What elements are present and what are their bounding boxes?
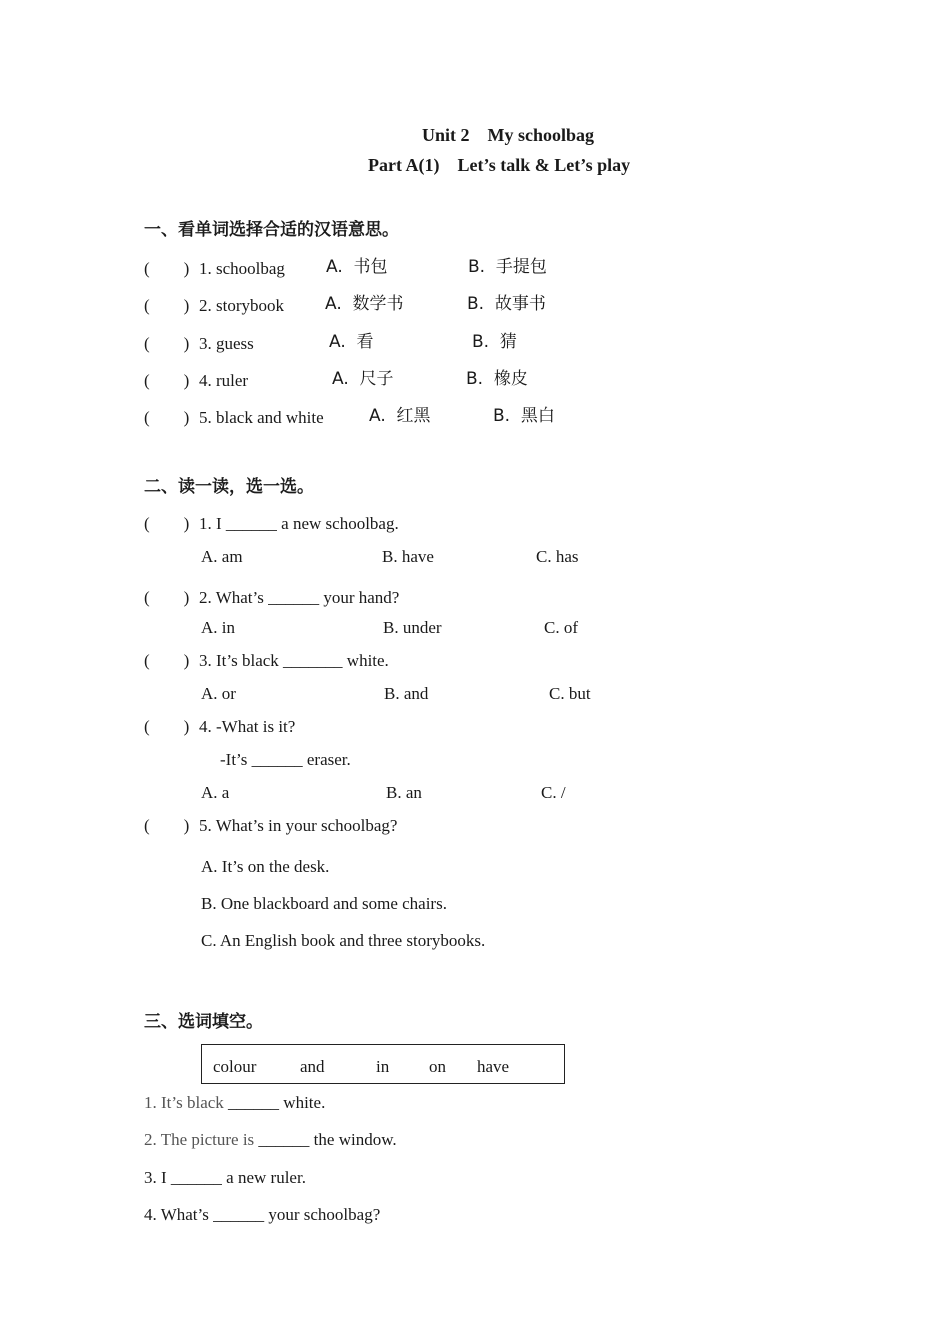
s1-q1-paren: ( ): [144, 259, 190, 278]
s2-q3-option-c: C. but: [549, 684, 591, 703]
s1-q4-paren: ( ): [144, 371, 190, 390]
word-bank-and: and: [300, 1057, 325, 1076]
s2-q1-option-c: C. has: [536, 547, 579, 566]
s2-q2-option-a: A. in: [201, 618, 235, 637]
s1-q3-paren: ( ): [144, 334, 190, 353]
s1-q2-question: 2. storybook: [199, 296, 284, 315]
s2-q3-option-b: B. and: [384, 684, 429, 703]
unit-title: Unit 2 My schoolbag: [422, 125, 595, 145]
s3-s4-blank: ______: [208, 1205, 269, 1224]
s1-q4-option-b: B. 橡皮: [466, 369, 528, 389]
s2-q2-option-c: C. of: [544, 618, 578, 637]
s3-sentence-3: [144, 1169, 306, 1186]
s1-q3-option-b: B. 猜: [472, 332, 517, 352]
s2-q1-question: 1. I ______ a new schoolbag.: [199, 514, 399, 533]
s1-q5-option-b: B. 黑白: [493, 406, 555, 426]
s3-sentence-4: [144, 1206, 380, 1223]
s2-q4-option-b: B. an: [386, 783, 422, 802]
s3-s1-post: white.: [283, 1093, 326, 1112]
word-bank-in: in: [376, 1057, 390, 1076]
s2-q4-option-a: A. a: [201, 783, 230, 802]
word-bank-on: on: [429, 1057, 446, 1076]
section-3-heading: 三、选词填空。: [144, 1012, 263, 1032]
s1-q4-option-a: A. 尺子: [332, 369, 394, 389]
s3-s1-blank: ______: [223, 1093, 284, 1112]
s3-s1-pre: 1. It’s black: [144, 1093, 224, 1112]
s3-sentence-1: [144, 1094, 325, 1111]
s1-q1-option-a: A. 书包: [326, 257, 388, 277]
s2-q4-question: 4. -What is it?: [199, 717, 296, 736]
s2-q5-question: 5. What’s in your schoolbag?: [199, 816, 398, 835]
s2-q5-option-b: B. One blackboard and some chairs.: [201, 894, 447, 913]
s2-q4-question-line2: -It’s ______ eraser.: [220, 750, 351, 769]
s3-s2-pre: 2. The picture is: [144, 1130, 255, 1149]
s1-q5-paren: ( ): [144, 408, 190, 427]
s1-q3-question: 3. guess: [199, 334, 254, 353]
s1-q4-question: 4. ruler: [199, 371, 249, 390]
s2-q2-paren: ( ): [144, 588, 190, 607]
s2-q4-paren: ( ): [144, 717, 190, 736]
s1-q1-option-b: B. 手提包: [468, 257, 547, 277]
section-1-heading: 一、看单词选择合适的汉语意思。: [144, 220, 399, 240]
s2-q5-option-a: A. It’s on the desk.: [201, 857, 330, 876]
s1-q2-option-b: B. 故事书: [467, 294, 546, 314]
s2-q1-option-a: A. am: [201, 547, 243, 566]
s3-s3-post: a new ruler.: [226, 1168, 306, 1187]
s2-q5-option-c: C. An English book and three storybooks.: [201, 931, 486, 950]
s2-q4-option-c: C. /: [541, 783, 566, 802]
s3-sentence-2: [144, 1131, 397, 1148]
s1-q5-question: 5. black and white: [199, 408, 324, 427]
word-bank-have: have: [477, 1057, 510, 1076]
s1-q2-option-a: A. 数学书: [325, 294, 404, 314]
s2-q3-option-a: A. or: [201, 684, 236, 703]
section-2-heading: 二、读一读，选一选。: [144, 477, 314, 497]
s3-s2-blank: ______: [254, 1130, 314, 1149]
s3-s2-post: the window.: [313, 1130, 397, 1149]
s2-q3-paren: ( ): [144, 651, 190, 670]
s2-q5-paren: ( ): [144, 816, 190, 835]
s2-q2-option-b: B. under: [383, 618, 442, 637]
s3-s4-pre: 4. What’s: [144, 1205, 209, 1224]
s2-q2-question: 2. What’s ______ your hand?: [199, 588, 400, 607]
s3-s3-blank: ______: [166, 1168, 227, 1187]
s3-s3-pre: 3. I: [144, 1168, 167, 1187]
s1-q2-paren: ( ): [144, 296, 190, 315]
s1-q3-option-a: A. 看: [329, 332, 374, 352]
s2-q1-option-b: B. have: [382, 547, 434, 566]
part-title: Part A(1) Let’s talk & Let’s play: [368, 155, 631, 175]
s1-q5-option-a: A. 红黑: [369, 406, 431, 426]
s2-q3-question: 3. It’s black _______ white.: [199, 651, 389, 670]
word-bank-colour: colour: [213, 1057, 257, 1076]
s1-q1-question: 1. schoolbag: [199, 259, 285, 278]
s2-q1-paren: ( ): [144, 514, 190, 533]
s3-s4-post: your schoolbag?: [268, 1205, 381, 1224]
